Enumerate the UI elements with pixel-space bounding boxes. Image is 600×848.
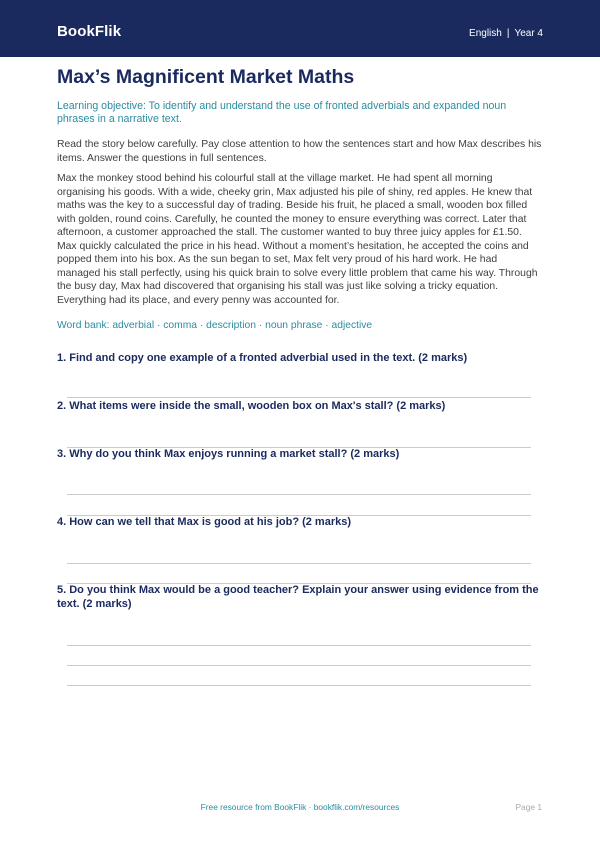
story-text: Max the monkey stood behind his colourful stall at the village market. He had spent all morning organising his goods. With a wide, cheeky grin, Max adjusted his pile of shiny, red apples. He knew that maths was the key to a successful day of trading. Beside his fruit, he placed a small, wooden box filled with golden, round coins. Carefully, he counted the money to ensure everything was correct. Later that afternoon, a customer approached the stall. The customer wanted to buy three juicy apples for £1.50. Max quickly calculated the price in his head. Without a moment’s hesitation, he accepted the coins and popped them into his box. As the sun began to set, Max felt very proud of his hard work. He had managed his stall perfectly, using his quick brain to solve every little problem that came his way. Through the busy day, Max had discovered that organising his stall was just like solving a tricky equation. Everything had its place, and every penny was accounted for. <box>57 173 538 306</box>
learning-objective: Learning objective: To identify and understand the use of fronted adverbials and expanded noun phrases in a narrative text. <box>57 100 507 125</box>
answer-line[interactable] <box>67 563 531 564</box>
header-bar <box>0 0 600 57</box>
year-label: Year 4 <box>514 28 543 39</box>
question-2: 2. What items were inside the small, wooden box on Max's stall? (2 marks) <box>57 400 446 412</box>
answer-line[interactable] <box>67 494 531 495</box>
question-5: 5. Do you think Max would be a good teacher? Explain your answer using evidence from the text. (2 marks) <box>57 584 539 610</box>
subject-label: English <box>469 28 502 39</box>
answer-line[interactable] <box>67 645 531 646</box>
page-title: Max’s Magnificent Market Maths <box>57 66 355 88</box>
footer-resource-link[interactable]: Free resource from BookFlik · bookflik.com/resources <box>200 802 400 812</box>
word-bank: Word bank: adverbial · comma · description · noun phrase · adjective <box>57 320 373 331</box>
question-1: 1. Find and copy one example of a fronted adverbial used in the text. (2 marks) <box>57 352 468 364</box>
instructions: Read the story below carefully. Pay close attention to how the sentences start and how Max describes his items. Answer the questions in full sentences. <box>57 139 542 164</box>
answer-line[interactable] <box>67 665 531 666</box>
subject-year <box>469 28 543 39</box>
question-4: 4. How can we tell that Max is good at his job? (2 marks) <box>57 516 352 528</box>
answer-line[interactable] <box>67 685 531 686</box>
meta-separator: | <box>506 28 510 39</box>
brand-logo[interactable]: BookFlik <box>57 23 122 40</box>
question-3: 3. Why do you think Max enjoys running a market stall? (2 marks) <box>57 448 400 460</box>
answer-line[interactable] <box>67 397 531 398</box>
page-number: Page 1 <box>515 802 542 812</box>
